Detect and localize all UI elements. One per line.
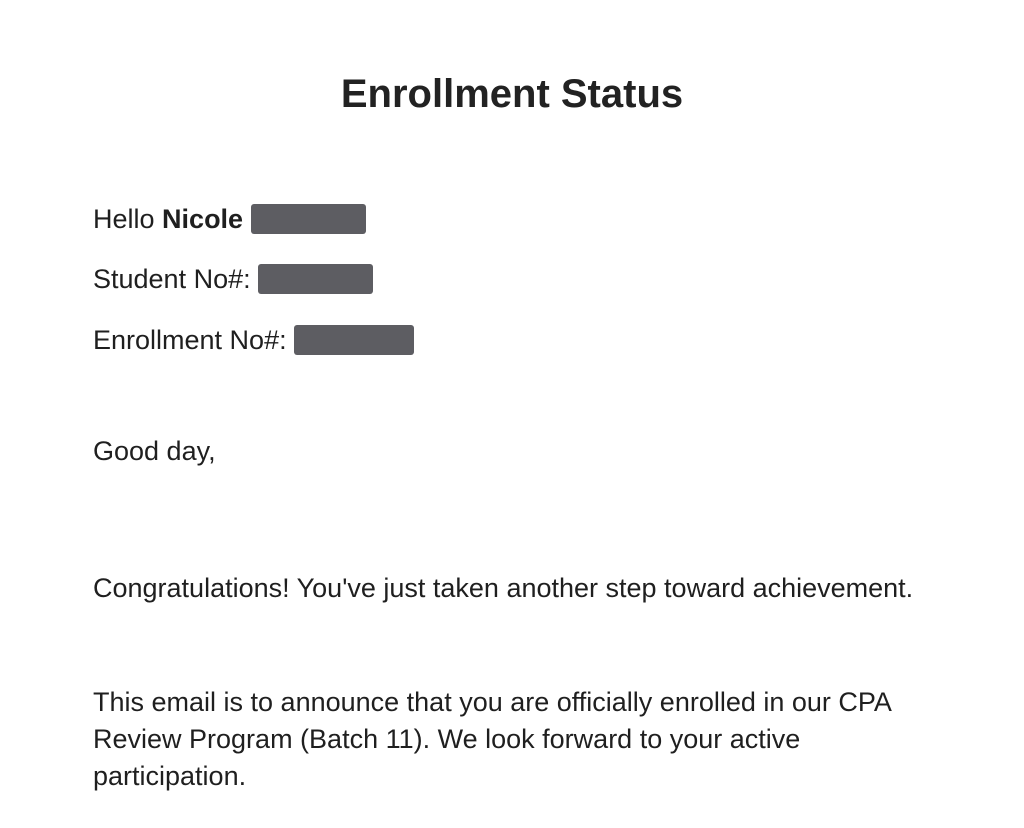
salutation: Good day, bbox=[93, 436, 216, 466]
paragraph-congratulations: Congratulations! You've just taken another step toward achievement. bbox=[93, 573, 914, 603]
student-no-line bbox=[93, 262, 373, 296]
redacted-surname bbox=[251, 204, 366, 234]
redacted-student-no bbox=[258, 264, 373, 294]
greeting-line bbox=[93, 202, 366, 236]
greeting-name: Nicole bbox=[162, 204, 244, 234]
paragraph-announcement: This email is to announce that you are officially enrolled in our CPA Review Program (Batch 11). We look forward to your active participation. bbox=[93, 687, 891, 791]
enrollment-no-line bbox=[93, 323, 414, 357]
enrollment-no-label: Enrollment No#: bbox=[93, 325, 287, 355]
student-no-label: Student No#: bbox=[93, 264, 251, 294]
greeting-prefix: Hello bbox=[93, 204, 155, 234]
page-title: Enrollment Status bbox=[340, 72, 684, 116]
redacted-enrollment-no bbox=[294, 325, 414, 355]
